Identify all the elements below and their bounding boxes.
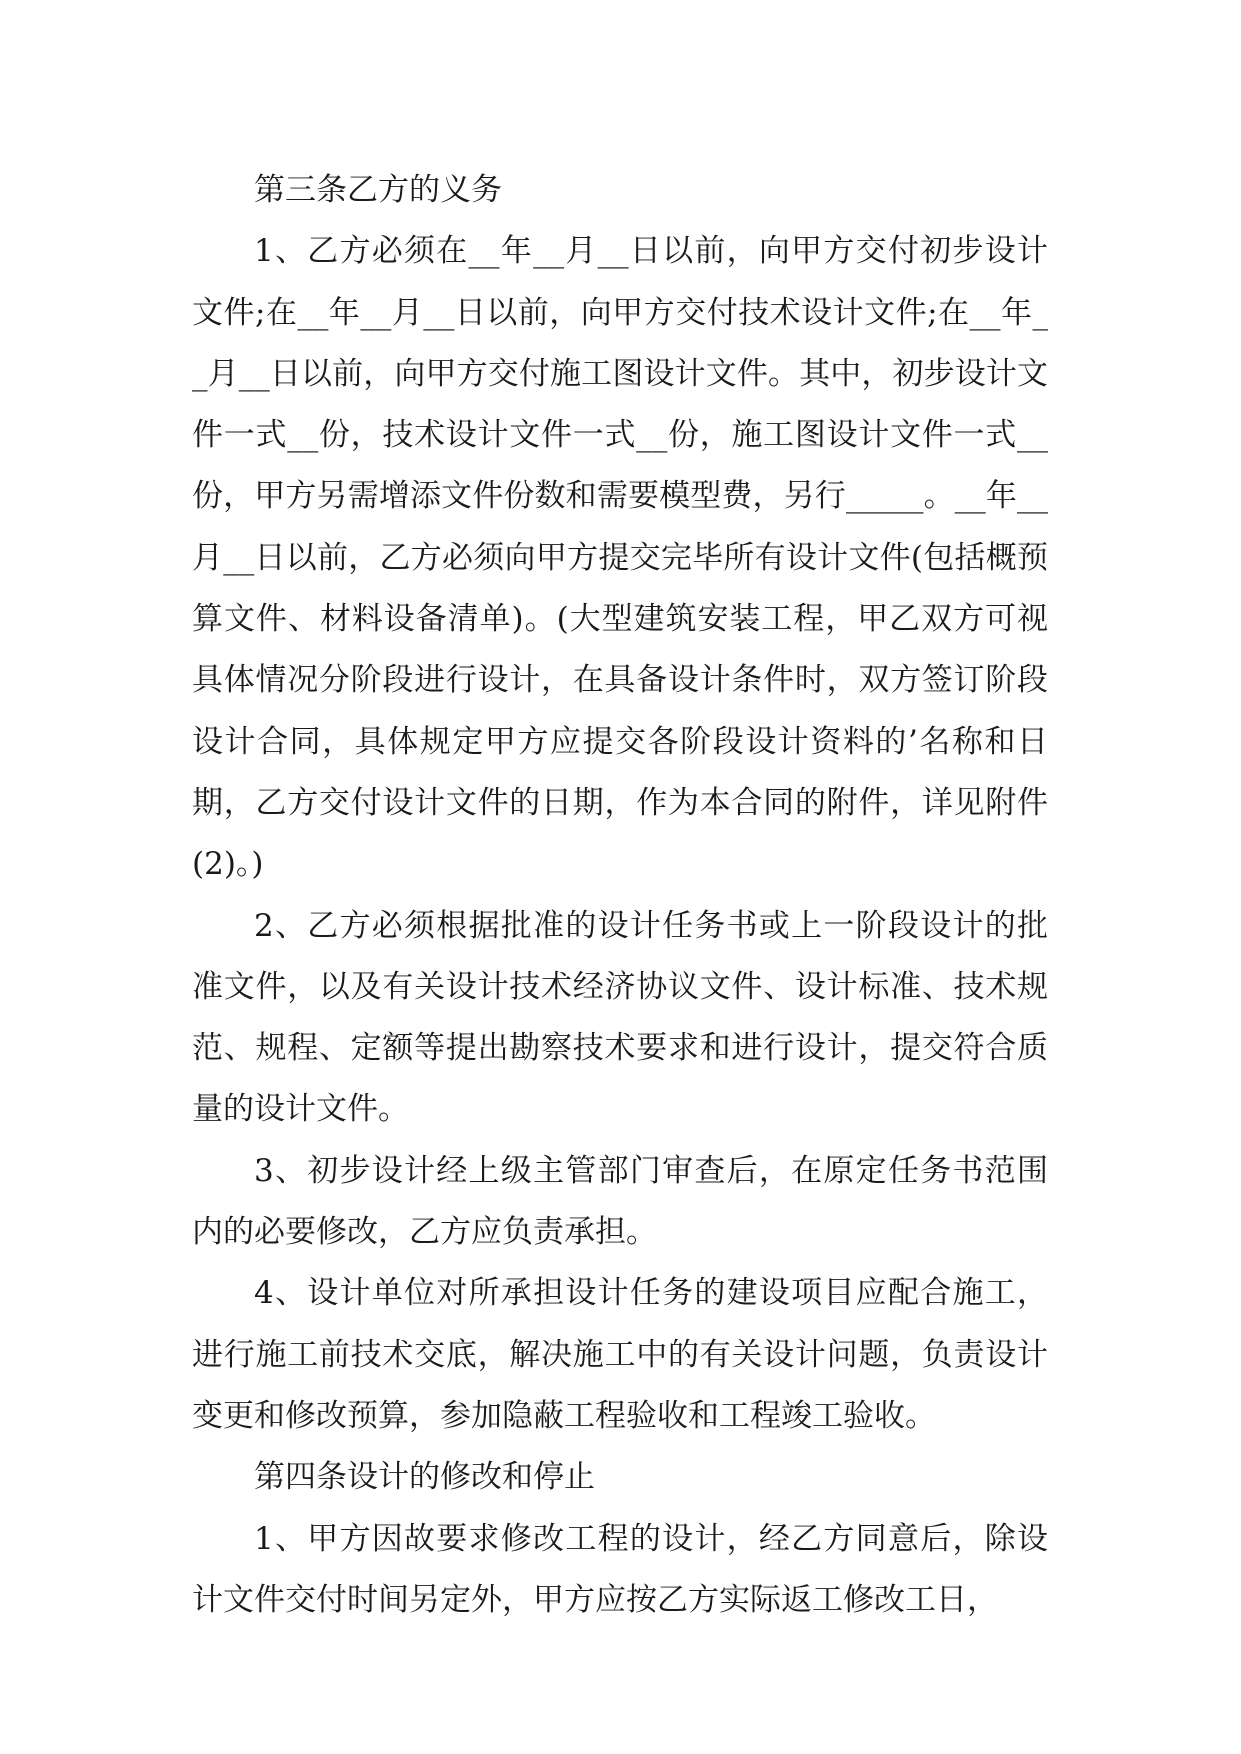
paragraph-article-3-item-3: 3、初步设计经上级主管部门审查后，在原定任务书范围内的必要修改，乙方应负责承担。 bbox=[192, 1152, 1048, 1251]
section-heading-article-4: 第四条设计的修改和停止 bbox=[254, 1459, 595, 1496]
paragraph-article-3-item-4: 4、设计单位对所承担设计任务的建设项目应配合施工，进行施工前技术交底，解决施工中的有关设计问题，负责设计变更和修改预算，参加隐蔽工程验收和工程竣工验收。 bbox=[192, 1275, 1048, 1434]
document-body bbox=[192, 160, 1048, 1631]
paragraph-article-4-item-1: 1、甲方因故要求修改工程的设计，经乙方同意后，除设计文件交付时间另定外，甲方应按乙方实际返工修改工日， bbox=[192, 1520, 1048, 1618]
section-heading-article-3: 第三条乙方的义务 bbox=[254, 172, 502, 208]
paragraph-article-3-item-1: 1、乙方必须在__年__月__日以前，向甲方交付初步设计文件;在__年__月__日以前，向甲方交付技术设计文件;在__年__月__日以前，向甲方交付施工图设计文件。其中，初步设计文件一式__份，技术设计文件一式__份，施工图设计文件一式__份，甲方另需增添文件份数和需要模型费，另行_____。__年__月__日以前，乙方必须向甲方提交完毕所有设计文件(包括概预算文件、材料设备清单)。(大型建筑安装工程，甲乙双方可视具体情况分阶段进行设计，在具备设计条件时，双方签订阶段设计合同，具体规定甲方应提交各阶段设计资料的’名称和日期，乙方交付设计文件的日期，作为本合同的附件，详见附件(2)。) bbox=[192, 233, 1048, 883]
paragraph-article-3-item-2: 2、乙方必须根据批准的设计任务书或上一阶段设计的批准文件，以及有关设计技术经济协议文件、设计标准、技术规范、规程、定额等提出勘察技术要求和进行设计，提交符合质量的设计文件。 bbox=[192, 907, 1048, 1128]
